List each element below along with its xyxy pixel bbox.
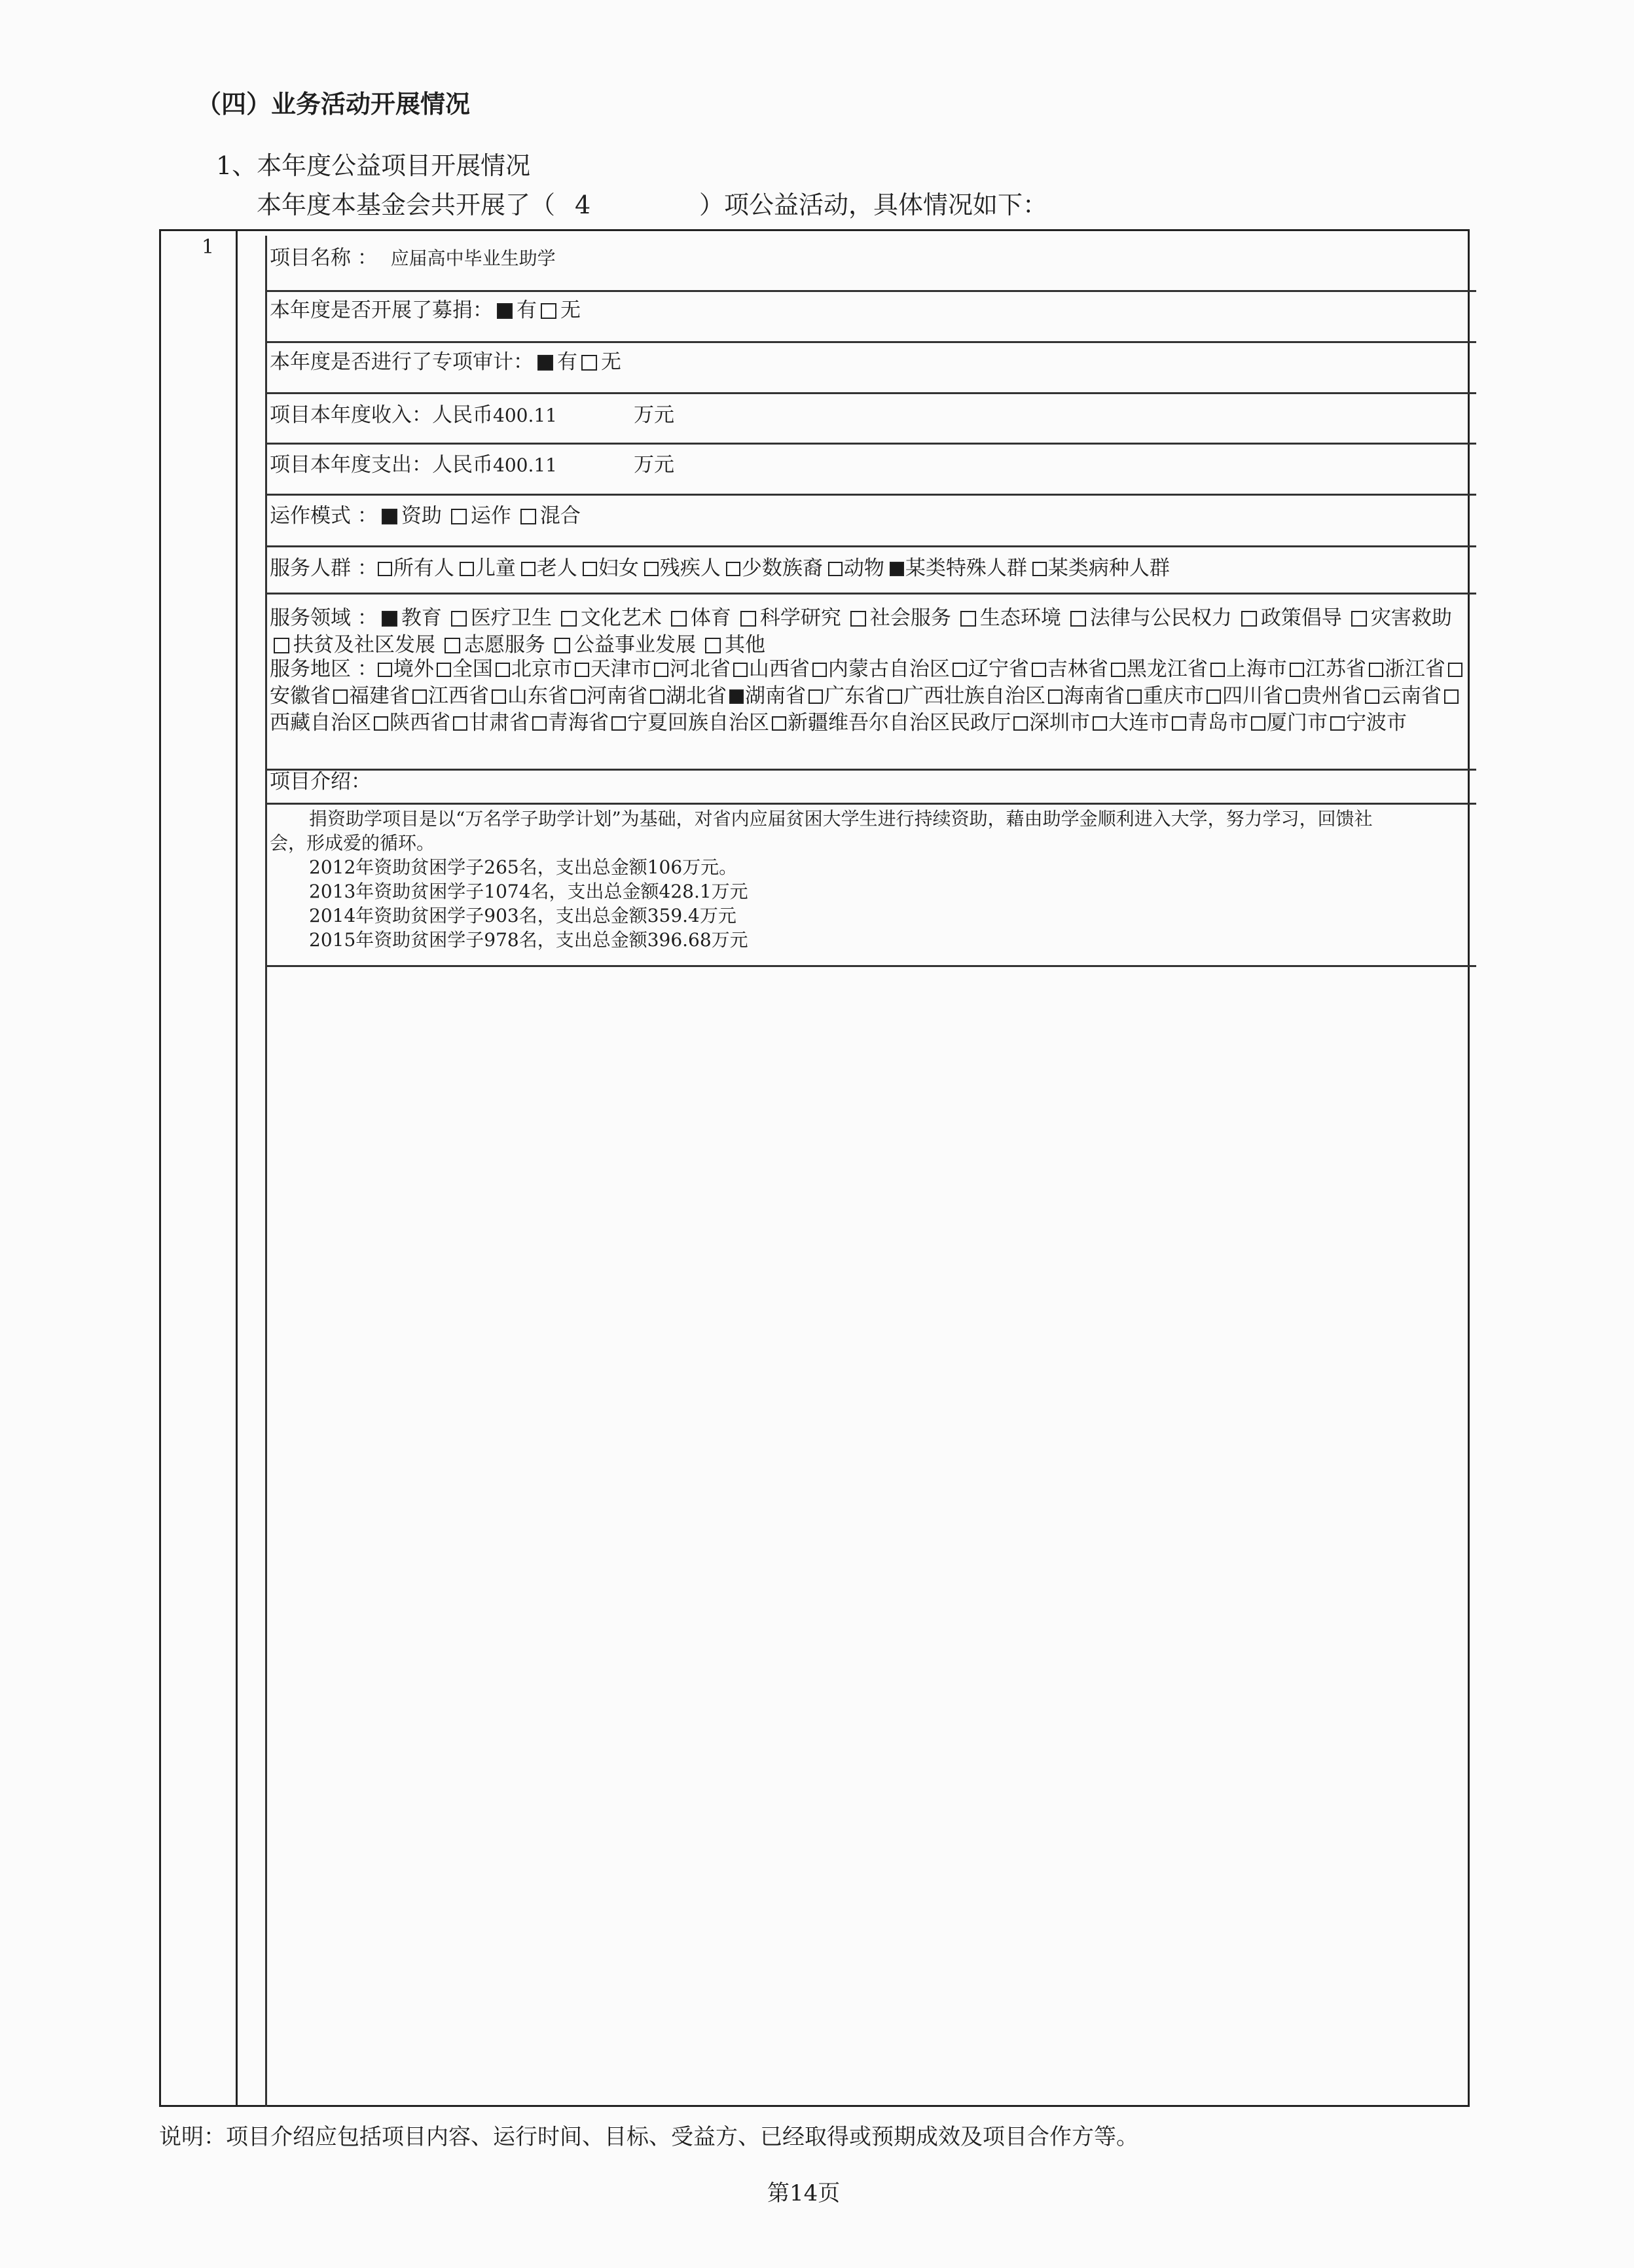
fundraising-yes-label: 有 (517, 299, 537, 322)
area-option (1048, 684, 1125, 708)
area-checkbox[interactable] (1290, 663, 1304, 677)
area-option-label: 湖南省 (745, 684, 806, 708)
area-option (532, 711, 609, 735)
group-option (378, 557, 454, 580)
audit-yes-label: 有 (557, 350, 577, 374)
field-checkbox[interactable] (1351, 611, 1367, 627)
intro-row (270, 769, 371, 795)
area-option-label: 青岛市 (1188, 711, 1248, 735)
field-option (1066, 606, 1232, 630)
area-option-label: 陕西省 (390, 711, 450, 735)
area-option-label: 四川省 (1222, 684, 1283, 708)
group-option-label: 老人 (536, 557, 577, 580)
area-option (733, 657, 810, 681)
field-checkbox[interactable] (561, 611, 577, 627)
area-option (1365, 684, 1442, 708)
area-checkbox[interactable] (1251, 716, 1265, 731)
summary-prefix: 本年度本基金会共开展了（ (257, 191, 556, 219)
area-checkbox[interactable] (532, 716, 547, 731)
area-checkbox[interactable] (611, 716, 626, 731)
mode-option (447, 504, 511, 528)
area-option-label: 内蒙古自治区 (827, 657, 950, 681)
fundraising-yes-checkbox[interactable] (497, 303, 513, 319)
field-option-label: 扶贫及社区发展 (293, 633, 435, 657)
area-option (1093, 711, 1169, 735)
area-option-label: 海南省 (1064, 684, 1125, 708)
group-option-label: 妇女 (598, 557, 639, 580)
area-option-label: 境外 (393, 657, 434, 681)
area-option-label: 吉林省 (1047, 657, 1108, 681)
field-checkbox[interactable] (960, 611, 976, 627)
audit-yes-checkbox[interactable] (537, 355, 553, 371)
area-checkbox[interactable] (1369, 663, 1383, 677)
row-divider (265, 290, 1476, 292)
intro-year-line: 2012年资助贫困学子265名，支出总金额106万元。 (309, 856, 738, 878)
expense-value: 400.11 (493, 454, 557, 476)
row-divider (265, 593, 1476, 594)
area-option (1127, 684, 1204, 708)
row-divider (265, 392, 1476, 394)
area-option (808, 684, 885, 708)
mode-option (378, 504, 442, 528)
mode-checkbox[interactable] (451, 509, 467, 524)
field-option-label: 志愿服务 (464, 633, 545, 657)
area-option-label: 河南省 (587, 684, 647, 708)
fields-label: 服务领域 ： (270, 606, 378, 630)
footnote: 说明：项目介绍应包括项目内容、运行时间、目标、受益方、已经取得或预期成效及项目合作方等。 (159, 2124, 1138, 2150)
field-option-label: 灾害救助 (1370, 606, 1452, 630)
area-option (650, 684, 727, 708)
area-checkbox[interactable] (1448, 663, 1462, 677)
area-checkbox[interactable] (496, 663, 510, 677)
area-checkbox[interactable] (1111, 663, 1125, 677)
area-option-label: 上海市 (1226, 657, 1287, 681)
field-option (551, 633, 696, 657)
field-checkbox[interactable] (1070, 611, 1086, 627)
area-checkbox[interactable] (888, 689, 902, 704)
area-option-label: 山西省 (748, 657, 810, 681)
fundraising-label: 本年度是否开展了募捐： (270, 299, 493, 322)
field-option-label: 公益事业发展 (574, 633, 696, 657)
row-divider (265, 545, 1476, 547)
area-checkbox[interactable] (437, 663, 451, 677)
group-checkbox[interactable] (521, 562, 536, 576)
area-option (654, 657, 731, 681)
group-option (583, 557, 639, 580)
intro-year-line: 2015年资助贫困学子978名，支出总金额396.68万元 (309, 929, 748, 951)
group-checkbox[interactable] (583, 562, 597, 576)
field-option (441, 633, 545, 657)
group-option-label: 少数族裔 (741, 557, 823, 580)
mode-option-label: 运作 (470, 504, 511, 528)
area-checkbox[interactable] (1444, 689, 1459, 704)
area-option (492, 684, 568, 708)
area-option-label: 河北省 (669, 657, 731, 681)
mode-checkbox[interactable] (520, 509, 536, 524)
field-option (736, 606, 841, 630)
fundraising-row (270, 297, 581, 323)
group-option-label: 某类病种人群 (1047, 557, 1170, 580)
area-option-label: 新疆维吾尔自治区民政厅 (788, 711, 1011, 735)
expense-row (270, 452, 674, 479)
row-divider (265, 803, 1476, 805)
group-option-label: 所有人 (393, 557, 454, 580)
area-checkbox[interactable] (1172, 716, 1186, 731)
area-checkbox[interactable] (1286, 689, 1300, 704)
area-option-label: 宁波市 (1346, 711, 1407, 735)
page-number: 第14页 (767, 2180, 841, 2206)
area-option (1251, 711, 1328, 735)
area-option (888, 684, 1045, 708)
project-name-value: 应届高中毕业生助学 (390, 247, 556, 269)
area-option-label: 福建省 (349, 684, 410, 708)
group-checkbox[interactable] (1032, 562, 1047, 576)
area-option (1210, 657, 1287, 681)
area-option-label: 贵州省 (1301, 684, 1362, 708)
area-option (378, 657, 434, 681)
mode-option-label: 资助 (401, 504, 442, 528)
area-option-label: 青海省 (548, 711, 609, 735)
expense-unit: 万元 (634, 453, 674, 477)
row-divider (265, 494, 1476, 496)
area-checkbox[interactable] (733, 663, 748, 677)
group-option (644, 557, 721, 580)
area-option-label: 山东省 (507, 684, 568, 708)
area-option (812, 657, 950, 681)
subsection-title: 1、本年度公益项目开展情况 (216, 151, 531, 180)
area-checkbox[interactable] (1207, 689, 1221, 704)
group-option (521, 557, 577, 580)
field-option (701, 633, 765, 657)
area-option (1286, 684, 1362, 708)
area-checkbox[interactable] (1330, 716, 1345, 731)
group-option (828, 557, 884, 580)
area-option-label: 宁夏回族自治区 (627, 711, 769, 735)
income-label: 项目本年度收入：人民币 (270, 403, 493, 427)
area-checkbox[interactable] (412, 689, 427, 704)
field-option-label: 其他 (725, 633, 765, 657)
section-title: （四）业务活动开展情况 (196, 89, 471, 119)
area-option-label: 北京市 (511, 657, 572, 681)
intro-label: 项目介绍： (270, 770, 371, 794)
area-option-label: 重庆市 (1143, 684, 1204, 708)
area-option (1032, 657, 1108, 681)
field-checkbox[interactable] (740, 611, 756, 627)
area-option-label: 广东省 (824, 684, 885, 708)
area-checkbox[interactable] (374, 716, 388, 731)
intro-paragraph: 捐资助学项目是以“万名学子助学计划”为基础，对省内应届贫困大学生进行持续资助，藉由助学金顺利进入大学，努力学习，回馈社会，形成爱的循环。 (270, 808, 1373, 854)
inner-left-border (265, 236, 267, 2107)
field-option (1347, 606, 1452, 630)
area-option (1111, 657, 1208, 681)
field-option-label: 科学研究 (759, 606, 841, 630)
mode-row (270, 503, 586, 529)
area-option (575, 657, 651, 681)
area-checkbox[interactable] (1013, 716, 1028, 731)
group-checkbox[interactable] (890, 562, 904, 576)
area-option-label: 辽宁省 (968, 657, 1029, 681)
area-option (412, 684, 489, 708)
audit-no-label: 无 (601, 350, 621, 374)
field-checkbox[interactable] (382, 611, 397, 627)
group-option (460, 557, 516, 580)
index-column (159, 229, 238, 2107)
area-option-label: 厦门市 (1267, 711, 1328, 735)
mode-label: 运作模式 ： (270, 504, 378, 528)
audit-row (270, 349, 621, 375)
group-option (1032, 557, 1170, 580)
audit-label: 本年度是否进行了专项审计： (270, 350, 534, 374)
group-option (726, 557, 823, 580)
area-checkbox[interactable] (654, 663, 668, 677)
area-option-label: 安徽省 (270, 684, 331, 708)
area-checkbox[interactable] (453, 716, 467, 731)
field-option (557, 606, 662, 630)
group-checkbox[interactable] (644, 562, 659, 576)
field-option (378, 606, 442, 630)
area-checkbox[interactable] (772, 716, 786, 731)
row-divider (265, 769, 1476, 771)
area-option-label: 西藏自治区 (270, 711, 371, 735)
groups-row (270, 555, 1175, 581)
expense-label: 项目本年度支出：人民币 (270, 453, 493, 477)
area-checkbox[interactable] (812, 663, 827, 677)
field-option-label: 法律与公民权力 (1089, 606, 1232, 630)
field-option-label: 教育 (401, 606, 442, 630)
area-option (1207, 684, 1283, 708)
area-checkbox[interactable] (571, 689, 585, 704)
mode-option (517, 504, 581, 528)
activity-count: 4 (575, 191, 591, 219)
area-option (1013, 711, 1090, 735)
area-option-label: 广西壮族自治区 (903, 684, 1045, 708)
area-option (453, 711, 530, 735)
fields-row (270, 605, 1474, 659)
area-checkbox[interactable] (1032, 663, 1046, 677)
field-option (447, 606, 552, 630)
area-option-label: 深圳市 (1029, 711, 1090, 735)
audit-no-checkbox[interactable] (581, 355, 597, 371)
row-divider (265, 965, 1476, 967)
area-checkbox[interactable] (378, 663, 392, 677)
row-divider (265, 341, 1476, 343)
field-checkbox[interactable] (554, 638, 570, 653)
area-checkbox[interactable] (333, 689, 348, 704)
area-option-label: 甘肃省 (469, 711, 530, 735)
area-option-label: 云南省 (1381, 684, 1442, 708)
area-checkbox[interactable] (953, 663, 967, 677)
area-checkbox[interactable] (729, 689, 744, 704)
area-option (496, 657, 572, 681)
project-index: 1 (202, 236, 215, 259)
field-option-label: 生态环境 (979, 606, 1061, 630)
area-option (729, 684, 806, 708)
area-option-label: 江西省 (428, 684, 489, 708)
mode-checkbox[interactable] (382, 509, 397, 524)
area-option-label: 全国 (452, 657, 493, 681)
group-option-label: 残疾人 (659, 557, 721, 580)
area-checkbox[interactable] (808, 689, 823, 704)
group-option (890, 557, 1027, 580)
field-checkbox[interactable] (451, 611, 467, 627)
area-checkbox[interactable] (650, 689, 664, 704)
area-checkbox[interactable] (1127, 689, 1142, 704)
field-checkbox[interactable] (850, 611, 866, 627)
field-checkbox[interactable] (671, 611, 687, 627)
field-option (956, 606, 1061, 630)
group-checkbox[interactable] (378, 562, 392, 576)
fundraising-no-checkbox[interactable] (541, 303, 556, 319)
area-option (1172, 711, 1248, 735)
field-checkbox[interactable] (1241, 611, 1257, 627)
area-option-label: 湖北省 (666, 684, 727, 708)
area-option-label: 黑龙江省 (1126, 657, 1208, 681)
group-checkbox[interactable] (460, 562, 474, 576)
mode-option-label: 混合 (539, 504, 581, 528)
areas-label: 服务地区 ： (270, 657, 378, 681)
field-option-label: 医疗卫生 (470, 606, 552, 630)
field-option (667, 606, 731, 630)
area-checkbox[interactable] (575, 663, 589, 677)
area-option (953, 657, 1029, 681)
area-option-label: 江苏省 (1305, 657, 1366, 681)
area-option-label: 浙江省 (1384, 657, 1445, 681)
area-option (611, 711, 769, 735)
area-option (374, 711, 450, 735)
area-option (772, 711, 1011, 735)
area-checkbox[interactable] (1210, 663, 1225, 677)
row-divider (265, 443, 1476, 445)
field-option (846, 606, 951, 630)
area-option (333, 684, 410, 708)
area-checkbox[interactable] (492, 689, 506, 704)
intro-body (270, 807, 1383, 952)
area-option (571, 684, 647, 708)
group-checkbox[interactable] (828, 562, 843, 576)
field-option (270, 633, 435, 657)
field-checkbox[interactable] (705, 638, 721, 653)
field-option-label: 体育 (690, 606, 731, 630)
area-option (1330, 711, 1407, 735)
groups-label: 服务人群 ： (270, 557, 378, 580)
activity-summary (257, 185, 1047, 221)
area-option-label: 天津市 (590, 657, 651, 681)
area-option (437, 657, 493, 681)
income-row (270, 402, 674, 429)
project-name-label: 项目名称 ： (270, 246, 378, 270)
field-option (1237, 606, 1342, 630)
income-value: 400.11 (493, 405, 557, 426)
area-checkbox[interactable] (1093, 716, 1107, 731)
group-option-label: 儿童 (475, 557, 516, 580)
area-option (1290, 657, 1366, 681)
fundraising-no-label: 无 (560, 299, 581, 322)
areas-row (270, 656, 1474, 737)
intro-year-line: 2014年资助贫困学子903名，支出总金额359.4万元 (309, 905, 736, 926)
area-option-label: 大连市 (1108, 711, 1169, 735)
field-checkbox[interactable] (274, 638, 289, 653)
area-checkbox[interactable] (1365, 689, 1379, 704)
field-checkbox[interactable] (445, 638, 460, 653)
project-name-row (270, 245, 556, 272)
field-option-label: 社会服务 (869, 606, 951, 630)
group-option-label: 某类特殊人群 (905, 557, 1027, 580)
intro-year-line: 2013年资助贫困学子1074名，支出总金额428.1万元 (309, 881, 748, 902)
income-unit: 万元 (634, 403, 674, 427)
field-option-label: 文化艺术 (580, 606, 662, 630)
area-option (1369, 657, 1445, 681)
summary-suffix: ）项公益活动，具体情况如下： (699, 191, 1048, 219)
group-option-label: 动物 (843, 557, 884, 580)
group-checkbox[interactable] (726, 562, 740, 576)
field-option-label: 政策倡导 (1260, 606, 1342, 630)
area-checkbox[interactable] (1048, 689, 1062, 704)
